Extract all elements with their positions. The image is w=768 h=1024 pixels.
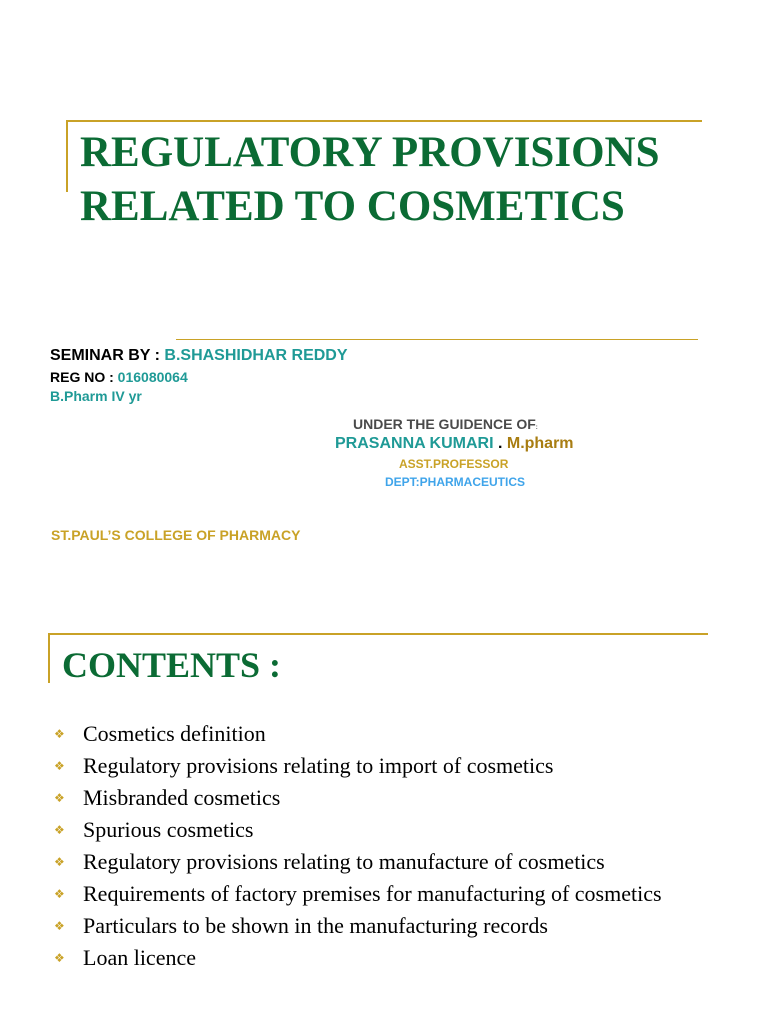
list-item-text: Requirements of factory premises for manufacturing of cosmetics [83,881,662,906]
guidance-colon: : [535,425,538,431]
contents-frame-left-rule [48,633,50,683]
reg-no [50,369,188,385]
diamond-bullet-icon: ❖ [54,823,65,837]
contents-title: CONTENTS : [62,645,282,685]
list-item-text: Regulatory provisions relating to import of cosmetics [83,753,554,778]
guide-position: ASST.PROFESSOR [399,457,509,471]
college-name: ST.PAUL’S COLLEGE OF PHARMACY [51,527,301,543]
subtitle-divider [176,339,698,340]
list-item-text: Particulars to be shown in the manufacturing records [83,913,548,938]
diamond-bullet-icon: ❖ [54,791,65,805]
list-item [52,817,732,843]
guidance-text: UNDER THE GUIDENCE OF [353,416,536,432]
diamond-bullet-icon: ❖ [54,727,65,741]
list-item [52,881,732,907]
list-item [52,721,732,747]
diamond-bullet-icon: ❖ [54,919,65,933]
list-item [52,913,732,939]
seminar-name: B.SHASHIDHAR REDDY [164,347,348,364]
list-item [52,753,732,779]
list-item [52,849,732,875]
list-item-text: Loan licence [83,945,196,970]
slide-title [80,126,760,234]
seminar-label: SEMINAR BY : [50,347,165,364]
list-item [52,945,732,971]
list-item-text: Misbranded cosmetics [83,785,281,810]
guide-department: DEPT:PHARMACEUTICS [385,475,526,489]
diamond-bullet-icon: ❖ [54,855,65,869]
study-year: B.Pharm IV yr [50,388,142,404]
list-item [52,785,732,811]
slide-title-line-2: RELATED TO COSMETICS [80,183,625,230]
reg-value: 016080064 [117,369,188,385]
guide-separator: . [493,435,507,452]
list-item-text: Cosmetics definition [83,721,266,746]
guide-degree: M.pharm [506,435,574,452]
contents-list [52,721,732,977]
diamond-bullet-icon: ❖ [54,951,65,965]
diamond-bullet-icon: ❖ [54,759,65,773]
seminar-by [50,347,348,365]
slide-title-line-1: REGULATORY PROVISIONS [80,129,660,176]
list-item-text: Spurious cosmetics [83,817,254,842]
title-frame-top-rule [66,120,702,122]
title-frame-left-rule [66,120,68,192]
reg-label: REG NO : [50,369,118,385]
guide-name: PRASANNA KUMARI [335,435,494,452]
list-item-text: Regulatory provisions relating to manufacture of cosmetics [83,849,605,874]
guidance-label [353,416,538,432]
diamond-bullet-icon: ❖ [54,887,65,901]
contents-frame-top-rule [48,633,708,635]
guide-name-line [335,435,574,453]
